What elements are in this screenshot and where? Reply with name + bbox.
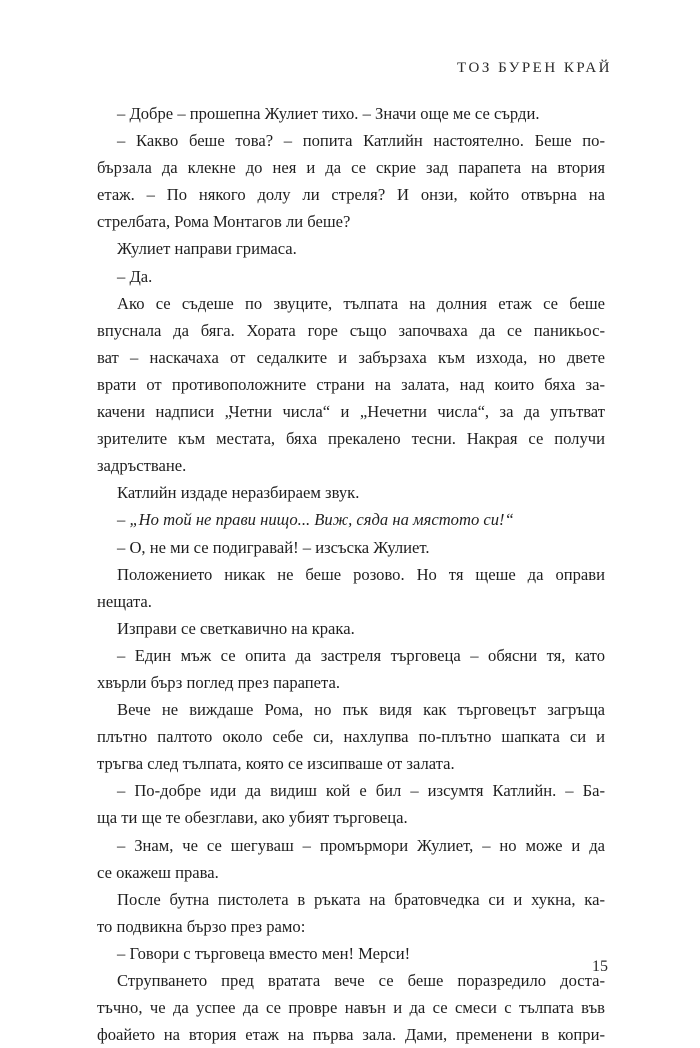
text-line: бързала да клекне до нея и да се скрие зад парапета на втория: [97, 158, 605, 178]
text-line: задръстване.: [97, 456, 187, 476]
text-line: тъчно, че да успее да се провре навън и да се смеси с тълпата във: [97, 998, 605, 1018]
text-line: Катлийн издаде неразбираем звук.: [117, 483, 360, 503]
text-line: стрелбата, Рома Монтагов ли беше?: [97, 212, 351, 232]
text-line: ща ти ще те обезглави, ако убият търговеца.: [97, 808, 408, 828]
text-line: се окажеш права.: [97, 862, 219, 882]
text-line: – Един мъж се опита да застреля търговеца – обясни тя, като: [117, 645, 605, 665]
text-line: качени надписи „Четни числа“ и „Нечетни числа“, за да упътват: [97, 402, 605, 422]
text-line: зрителите към местата, бяха прекалено тесни. Накрая се получи: [97, 429, 605, 449]
text-line: ват – наскачаха от седалките и забързаха към изхода, но двете: [97, 347, 605, 367]
text-line: то подвикна бързо през рамо:: [97, 916, 306, 936]
text-line: – Добре – прошепна Жулиет тихо. – Значи още ме се сърди.: [117, 104, 540, 123]
text-line: хвърли бърз поглед през парапета.: [97, 672, 341, 692]
text-line: етаж. – По някого долу ли стреля? И онзи, който отвърна на: [97, 185, 605, 205]
text-line: – Знам, че се шегуваш – промърмори Жулиет, – но може и да: [117, 835, 605, 855]
text-line: тръгва след тълпата, която се изсипваше от залата.: [97, 754, 455, 774]
text-line: Жулиет направи гримаса.: [117, 239, 297, 259]
text-line: нещата.: [97, 591, 152, 611]
text-line: врати от противоположните страни на залата, над които бяха за-: [97, 374, 605, 394]
body-text: [97, 100, 605, 1048]
text-line: – О, не ми се подигравай! – изсъска Жулиет.: [117, 537, 430, 557]
text-line: – Говори с търговеца вместо мен! Мерси!: [117, 943, 411, 963]
text-line: фоайето на втория етаж на първа зала. Дами, пременени в копри-: [97, 1025, 605, 1045]
text-line: Положението никак не беше розово. Но тя щеше да оправи: [117, 564, 605, 584]
text-line: – „Но той не прави нищо... Виж, сяда на мястото си!“: [117, 510, 514, 530]
text-line: Струпването пред вратата вече се беше поразредило доста-: [117, 971, 605, 990]
text-line: – Да.: [117, 266, 153, 286]
text-line: Ако се съдеше по звуците, тълпата на долния етаж се беше: [117, 293, 605, 313]
text-line: впуснала да бяга. Хората горе също започваха да се паникьос-: [97, 320, 605, 340]
text-line: – По-добре иди да видиш кой е бил – изсумтя Катлийн. – Ба-: [117, 781, 605, 801]
page-number: 15: [592, 958, 608, 975]
text-line: После бутна пистолета в ръката на братовчедка си и хукна, ка-: [117, 889, 605, 909]
text-line: – Какво беше това? – попита Катлийн настоятелно. Беше по-: [117, 131, 605, 151]
text-line: плътно палтото около себе си, нахлупва по-плътно шапката си и: [97, 727, 605, 747]
running-head: ТОЗ БУРЕН КРАЙ: [457, 60, 612, 76]
text-line: Изправи се светкавично на крака.: [117, 618, 355, 638]
text-line: Вече не виждаше Рома, но пък видя как търговецът загръща: [117, 700, 605, 720]
